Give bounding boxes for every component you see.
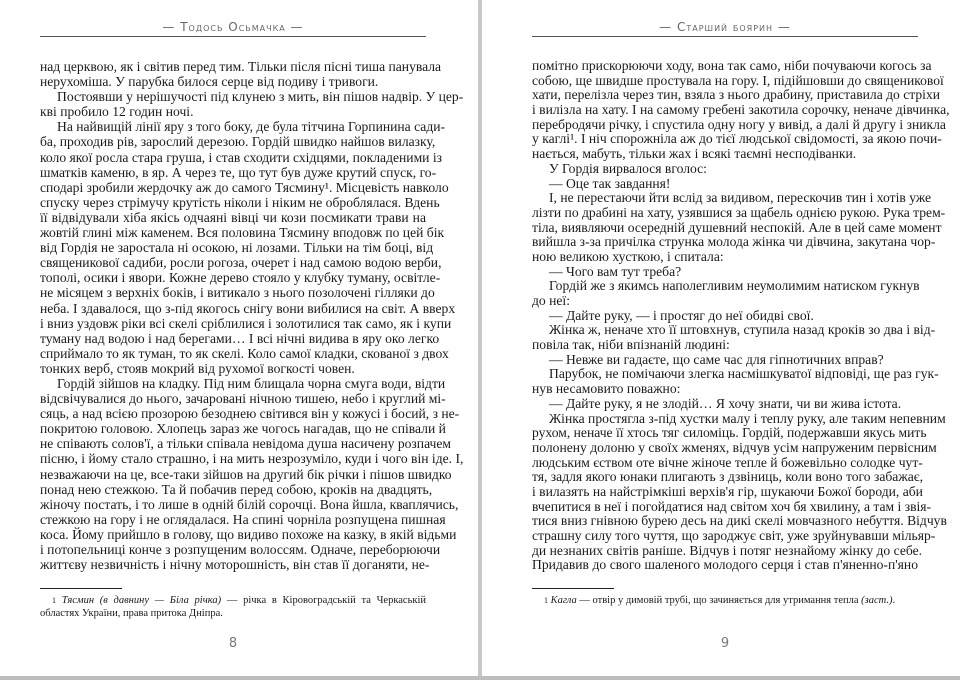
text-line: нув несамовито поважно:: [532, 381, 681, 397]
text-line: ди незнаних світів раніше. Відчув і потяг незнайому жінку до себе.: [532, 542, 923, 558]
text-line: — Невже ви гадаєте, що саме час для гіпнотичних вправ?: [549, 351, 884, 367]
body-text: [532, 58, 950, 573]
text-line: Гордій зійшов на кладку. Під ним блищала чорна смуга води, відти: [57, 375, 446, 391]
paragraph: [532, 353, 918, 368]
paragraph: [40, 59, 442, 90]
text-line: коса. Йому прийшло в голову, що видиво похоже на казку, в якій відьми: [40, 526, 457, 542]
paragraph: [532, 162, 918, 177]
text-line: шматків каменю, в яр. А через те, що тут був дуже крутий спуск, го-: [40, 164, 437, 180]
text-line: жіночу постать, і то лише в одній білій сорочці. Вона йшла, кваплячись,: [40, 496, 459, 512]
text-line: жовтій глині між каменем. Вся половина Тясмину вподовж по цей бік: [40, 225, 445, 241]
footnote-italic-text: (заст.): [861, 595, 893, 606]
paragraph: [40, 375, 464, 573]
viewer-bottom-edge: [0, 676, 960, 680]
paragraph: [532, 58, 950, 162]
paragraph: [532, 397, 918, 412]
text-line: Постоявши у нерішучості під клунею з мить, він пішов надвір. У цер-: [57, 89, 464, 105]
text-line: спуску через стрімучу крутість ніколи і ніким не оброблялася. Вдень: [40, 194, 440, 210]
left-page: [0, 0, 478, 676]
text-line: перебродячи річку, і спустила одну ногу у вивід, а далі й другу і зникла: [532, 116, 946, 132]
paragraph: [532, 279, 918, 308]
text-line: не місяцем з верхніх боків, і витикало з нього позолочені гілляки до: [40, 285, 435, 301]
text-line: тися вниз гнівною бурею десь на дикі скелі мовчазного небуття. Відчув: [532, 513, 947, 529]
page-number: 9: [720, 636, 730, 651]
paragraph: [532, 366, 939, 397]
paragraph: [532, 177, 918, 192]
text-line: У Гордія вирвалося вголос:: [549, 160, 707, 176]
text-line: тя, задля якого юнаки плигають з дзвіниць, коли воно того забажає,: [532, 469, 923, 485]
text-line: — Чого вам тут треба?: [549, 263, 682, 279]
text-line: понад нею стежкою. Та й побачив перед собою, кроків на двадцять,: [40, 481, 433, 497]
text-line: до неї:: [532, 293, 570, 308]
footnote: [532, 594, 918, 607]
text-line: ною великою хусткою, і спитала:: [532, 248, 724, 264]
text-line: полонену долоню у своїх жменях, відчув усім напруженим первісним: [532, 439, 937, 455]
text-line: над церквою, як і світив перед тим. Тільки після пісні тиша панувала: [40, 59, 442, 74]
text-line: туману над водою і над берегами… І всі нічні видива в яру око легко: [40, 330, 440, 346]
paragraph: [40, 89, 464, 120]
footnote-text: — річка в Кіровоградській та Черкаській областях України, права притока Дніпра.: [40, 595, 427, 619]
text-line: вийшла з-за причілка струнка молода жінка чи дівчина, закутана чор-: [532, 234, 936, 250]
text-line: тонких верб, стояв мокрий від рухомої вогкості човен.: [40, 360, 355, 376]
text-line: — Дайте руку, я не злодій… Я хочу знати, чи ви жива істота.: [549, 395, 902, 411]
footnote-text: .: [892, 595, 896, 606]
text-line: сяць, а над всією прозорою безоднею світився він у кожусі і босий, з не-: [40, 406, 460, 422]
text-line: людським єством оте вічне жіноче тепле й божевільно солодке чут-: [532, 454, 923, 470]
text-line: вчепитися в неї і погойдатися над світом хоч бя хвилину, а там і звія-: [532, 498, 932, 514]
text-line: відсвічувалися до нього, зачаровані нічною тишею, небо і круглий мі-: [40, 391, 446, 407]
text-line: від Гордія не заростала ні осокою, ні лозами. Тільки на тім боці, від: [40, 240, 434, 256]
text-line: стежкою на гору і не оглядалася. На спині чорніла розпущена пишная: [40, 511, 446, 527]
text-line: рухом, неначе її хтось тяг силоміць. Гордій, подержавши якусь мить: [532, 425, 927, 441]
text-line: На найвищій лінії яру з того боку, де була тітчина Горпинина сади-: [57, 119, 446, 135]
text-line: тополі, осики і явори. Кожне дерево стояло у клубку туману, освітле-: [40, 270, 441, 286]
text-line: і потопельниці конче з розпущеним волоссям. Одначе, переборюючи: [40, 542, 441, 557]
text-line: священикової садиби, росли рогоза, очерет і над самою водою верби,: [40, 255, 442, 271]
text-line: не співають солов'ї, а тільки співала невідома душа насичену розпачем: [40, 436, 452, 452]
running-head: — Старший боярин —: [659, 20, 791, 34]
text-line: собою, ще швидше простувала на гору. І, підійшовши до священикової: [532, 72, 944, 88]
page-number: 8: [228, 636, 238, 651]
footnote: [40, 594, 426, 620]
text-line: покритою головою. Хлопець зараз же чогось нагадав, що не співали й: [40, 421, 446, 437]
paragraph: [532, 322, 936, 353]
text-line: нається, мабуть, тільки жах і всякі таємні несподіванки.: [532, 146, 857, 162]
footnote-italic-text: Кагла: [550, 595, 577, 606]
footnote-text: — отвір у димовій трубі, що зачиняється для утримання тепла: [576, 595, 862, 606]
header-rule: [40, 36, 426, 37]
text-line: її відвідували хіба якісь одчаяні вівці чи кози посмикати трави на: [40, 209, 426, 225]
footnote-marker: 1: [544, 596, 548, 605]
text-line: пісню, і йому стало страшно, і на мить незрозуміло, куди і чого він іде. І,: [40, 451, 464, 467]
text-line: помітно прискорюючи ходу, вона так само, ніби почуваючи когось за: [532, 58, 932, 73]
footnote-italic-text: Тясмин (в давнину — Біла річка): [61, 595, 222, 606]
text-line: і вилізла на хату. І на самому гребені закотила сорочку, неначе дівчинка,: [532, 102, 950, 118]
paragraph: [532, 309, 918, 324]
text-line: незважаючи на це, все-таки зійшов на другий бік річки і пішов швидко: [40, 466, 452, 482]
running-head: — Тодось Осьмачка —: [162, 20, 304, 34]
text-line: життєву незвичність і нічну моторошність, він став її доганяти, не-: [40, 557, 430, 573]
text-line: і вниз уздовж ріки всі скелі сріблилися і золотилися так само, як і купи: [40, 315, 452, 331]
text-line: коло якої росла стара груша, і став сходити східцями, покладеними із: [40, 149, 442, 165]
text-line: І, не перестаючи йти вслід за видивом, перескочив тин і хотів уже: [549, 190, 932, 206]
paragraph: [532, 190, 946, 264]
text-line: неба. І здавалося, що з-під якогось снігу вони вибилися на світ. А вверх: [40, 300, 456, 316]
footnote-rule: [40, 588, 122, 589]
text-line: сподарі зробили жердочку аж до самого Тясмину¹. Місцевість навколо: [40, 179, 449, 195]
text-line: повіла так, ніби впізнаній людині:: [532, 337, 730, 353]
paragraph: [532, 410, 947, 574]
text-line: — Дайте руку, — і простяг до неї обидві свої.: [549, 307, 814, 323]
text-line: Придавив до свого шаленого молодого серця і став п'яненно-п'яно: [532, 557, 918, 573]
text-line: Жінка простягла з-під хустки малу і теплу руку, але таким непевним: [549, 410, 946, 426]
text-line: — Оце так завдання!: [549, 175, 671, 191]
text-line: хати, перелізла через тин, взяла з нього драбину, приставила до стріхи: [532, 87, 941, 103]
text-line: нерухоміша. У парубка билося серце від подиву і тривоги.: [40, 74, 379, 90]
text-line: у каглі¹. І ніч спорожніла аж до тієї людської свідомості, за якою почи-: [532, 131, 942, 147]
text-line: Жінка ж, неначе хто її штовхнув, ступила назад кроків зо два і від-: [549, 322, 936, 338]
paragraph: [40, 119, 456, 376]
text-line: ба, проходив рів, зарослий дерезою. Гордій швидко найшов вилазку,: [40, 134, 436, 150]
text-line: тіла, виявляючи осередній душевний неспокій. Але в цей саме момент: [532, 219, 942, 235]
text-line: лізти по драбині на хату, узявшися за щабель однією рукою. Рука трем-: [532, 204, 946, 220]
right-page: [482, 0, 960, 676]
footnote-rule: [532, 588, 614, 589]
text-line: кві пробило 12 годин ночі.: [40, 104, 194, 120]
text-line: страшну силу того чуття, що зароджує світ, уже зруйнувавши мільяр-: [532, 528, 936, 543]
header-rule: [532, 36, 918, 37]
text-line: Гордій же з якимсь наполегливим неумолимим натиском гукнув: [549, 278, 920, 294]
footnote-marker: 1: [52, 596, 56, 605]
paragraph: [532, 265, 918, 280]
text-line: Парубок, не помічаючи злегка насмішкуватої відповіді, ще раз гук-: [549, 366, 939, 382]
text-line: і вилазять на найстрімкіші верхів'я гір, шукаючи Божої бороди, аби: [532, 483, 923, 499]
body-text: [40, 59, 464, 573]
text-line: сприймало то як туман, то як скелі. Коло самої кладки, скованої з двох: [40, 345, 449, 361]
